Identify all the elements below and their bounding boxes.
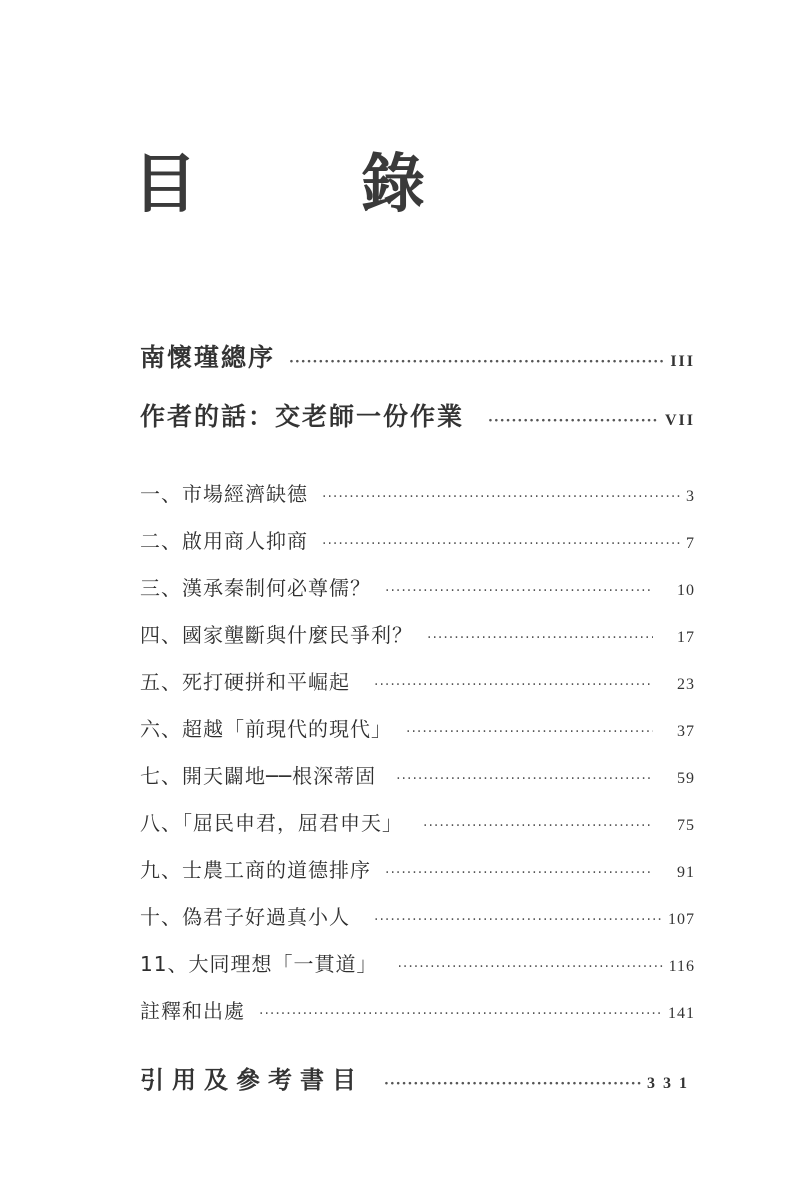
toc-entry-label: 六、超越「前現代的現代」 xyxy=(140,717,392,741)
toc-entry-page: VII xyxy=(664,412,695,429)
toc-entry-chapter-4[interactable] xyxy=(140,619,695,648)
toc-entry-preface[interactable] xyxy=(140,338,695,374)
dot-leader xyxy=(259,1006,662,1022)
toc-entry-page: 3 xyxy=(686,488,695,505)
toc-entry-label: 四、國家壟斷與什麼民爭利？ xyxy=(140,623,413,647)
toc-entry-label: 註釋和出處 xyxy=(140,999,245,1023)
toc-entry-chapter-5[interactable] xyxy=(140,666,695,695)
dot-leader xyxy=(385,583,653,599)
toc-entry-page: 107 xyxy=(668,911,695,928)
toc-entry-label: 南懷瑾總序 xyxy=(140,343,276,372)
toc-entry-page: 10 xyxy=(677,582,695,599)
dot-leader xyxy=(406,724,653,740)
toc-entry-chapter-1[interactable] xyxy=(140,478,695,507)
toc-entry-chapter-2[interactable] xyxy=(140,525,695,554)
toc-entry-label: 引用及參考書目 xyxy=(140,1065,364,1094)
dot-leader xyxy=(427,630,653,646)
toc-entry-page: 91 xyxy=(677,864,695,881)
toc-entry-label: 作者的話：交老師一份作業 xyxy=(140,402,465,431)
dot-leader xyxy=(397,959,662,975)
toc-entry-chapter-6[interactable] xyxy=(140,713,695,742)
toc-entry-chapter-8[interactable] xyxy=(140,807,695,836)
toc-entry-label: 八、「屈民申君，屈君申天」 xyxy=(140,811,403,835)
toc-entry-page: 116 xyxy=(668,958,695,975)
dot-leader xyxy=(488,413,659,429)
toc-entry-label: 十、偽君子好過真小人 xyxy=(140,905,350,929)
page-title: 目 錄 xyxy=(133,148,475,222)
toc-entry-page: 141 xyxy=(668,1005,695,1022)
toc-entry-label: 三、漢承秦制何必尊儒？ xyxy=(140,576,371,600)
toc-entry-chapter-10[interactable] xyxy=(140,901,695,930)
toc-entry-page: 17 xyxy=(677,629,695,646)
toc-entry-author-note[interactable] xyxy=(140,397,695,433)
dot-leader xyxy=(289,354,664,370)
toc-entry-page: III xyxy=(670,353,695,370)
toc-entry-label: 七、開天闢地──根深蒂固 xyxy=(140,764,377,788)
toc-entry-chapter-9[interactable] xyxy=(140,854,695,883)
toc-entry-label: 一、市場經濟缺德 xyxy=(140,482,308,506)
toc-entry-label: 11、大同理想「一貫道」 xyxy=(140,952,378,976)
dot-leader xyxy=(322,489,680,505)
toc-entry-chapter-3[interactable] xyxy=(140,572,695,601)
dot-leader xyxy=(322,536,680,552)
toc-entry-page: 37 xyxy=(677,723,695,740)
toc-entry-page: 59 xyxy=(677,770,695,787)
toc-entry-page: 75 xyxy=(677,817,695,834)
dot-leader xyxy=(384,1076,641,1092)
dot-leader xyxy=(374,677,653,693)
toc-entry-notes[interactable] xyxy=(140,995,695,1024)
dot-leader xyxy=(396,771,653,787)
toc-entry-bibliography[interactable] xyxy=(140,1060,695,1095)
toc-entry-page: 7 xyxy=(686,535,695,552)
toc-entry-label: 九、士農工商的道德排序 xyxy=(140,858,371,882)
toc-entry-label: 五、死打硬拼和平崛起 xyxy=(140,670,350,694)
toc-entry-chapter-7[interactable] xyxy=(140,760,695,789)
toc-entry-label: 二、啟用商人抑商 xyxy=(140,529,308,553)
toc-entry-chapter-11[interactable] xyxy=(140,948,695,977)
dot-leader xyxy=(423,818,653,834)
dot-leader xyxy=(374,912,662,928)
toc-entry-page: 331 xyxy=(647,1075,695,1092)
dot-leader xyxy=(385,865,653,881)
toc-entry-page: 23 xyxy=(677,676,695,693)
